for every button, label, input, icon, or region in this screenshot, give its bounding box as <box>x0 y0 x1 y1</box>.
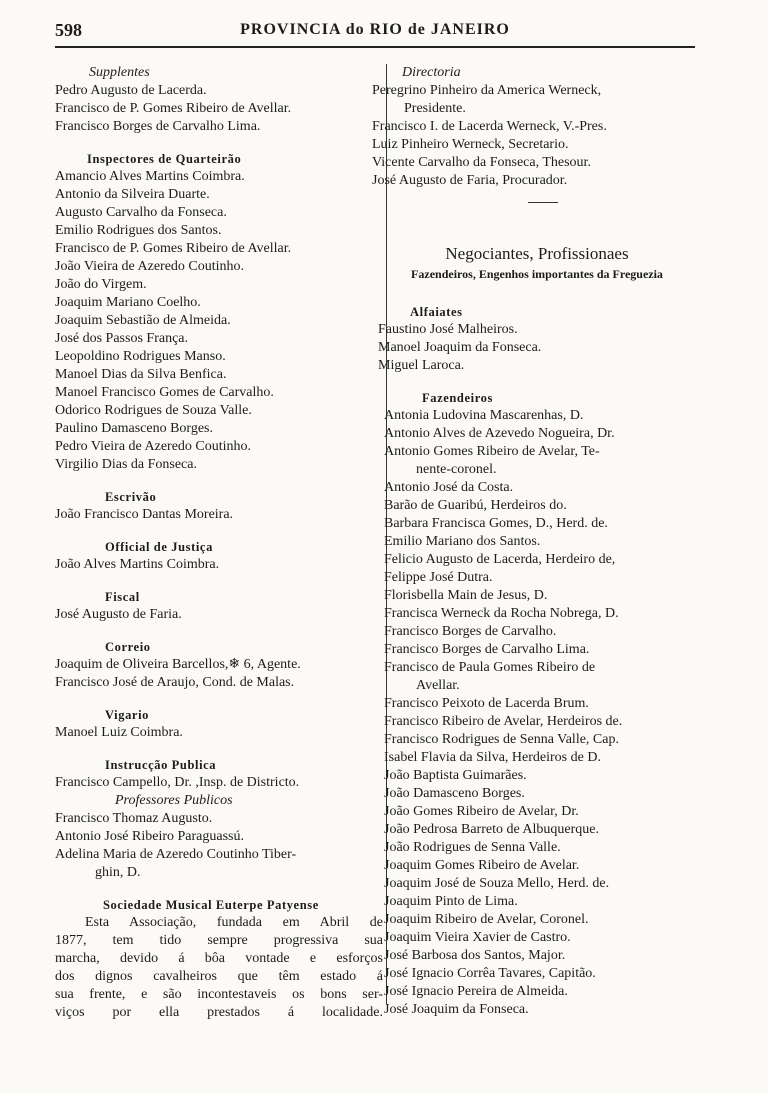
list-item: João Francisco Dantas Moreira. <box>55 507 234 522</box>
list-item: Francisco I. de Lacerda Werneck, V.-Pres. <box>372 119 607 134</box>
list-item: Antonio José da Costa. <box>384 480 514 495</box>
list-item: Joaquim de Oliveira Barcellos,❄ 6, Agente. <box>55 657 301 672</box>
list-item: Manoel Joaquim da Fonseca. <box>378 340 542 355</box>
list-item: Odorico Rodrigues de Souza Valle. <box>55 403 252 418</box>
list-item: José Augusto de Faria. <box>55 607 182 622</box>
section-title-alfaiates: Alfaiates <box>410 305 463 319</box>
section-divider <box>528 202 558 203</box>
list-item: José dos Passos França. <box>55 331 188 346</box>
list-item: João Vieira de Azeredo Coutinho. <box>55 259 245 274</box>
list-item: Florisbella Main de Jesus, D. <box>384 588 548 603</box>
list-item: Presidente. <box>404 101 466 116</box>
section-title-correio: Correio <box>105 640 151 654</box>
list-item: João Damasceno Borges. <box>384 786 525 801</box>
paragraph-line: sua frente, e são incontestaveis os bons ser- <box>55 987 383 1002</box>
list-item: Antonio da Silveira Duarte. <box>55 187 210 202</box>
list-item: Francisco de P. Gomes Ribeiro de Avellar. <box>55 241 292 256</box>
list-item: Adelina Maria de Azeredo Coutinho Tiber- <box>55 847 297 862</box>
page-number: 598 <box>55 20 82 40</box>
list-item: José Joaquim da Fonseca. <box>384 1002 529 1017</box>
header-rule <box>55 46 695 48</box>
section-title-escrivao: Escrivão <box>105 490 157 504</box>
list-item: Francisco Borges de Carvalho Lima. <box>55 119 261 134</box>
subsection-title-professores: Professores Publicos <box>115 793 233 808</box>
list-item: José Ignacio Corrêa Tavares, Capitão. <box>384 966 596 981</box>
right-column <box>372 64 702 1019</box>
list-item: João Rodrigues de Senna Valle. <box>384 840 561 855</box>
list-item: José Augusto de Faria, Procurador. <box>372 173 568 188</box>
list-item: Francisco Rodrigues de Senna Valle, Cap. <box>384 732 619 747</box>
section-title-sociedade: Sociedade Musical Euterpe Patyense <box>103 898 319 912</box>
list-item: Francisco de Paula Gomes Ribeiro de <box>384 660 596 675</box>
sociedade-paragraph <box>55 914 383 1022</box>
list-item: Joaquim José de Souza Mello, Herd. de. <box>384 876 610 891</box>
list-item: Francisca Werneck da Rocha Nobrega, D. <box>384 606 619 621</box>
list-item: Antonio Gomes Ribeiro de Avelar, Te- <box>384 444 600 459</box>
list-item: Vicente Carvalho da Fonseca, Thesour. <box>372 155 591 170</box>
paragraph-line: marcha, devido á bôa vontade e esforços <box>55 951 383 966</box>
list-item: João Baptista Guimarães. <box>384 768 527 783</box>
list-item: Manoel Dias da Silva Benfica. <box>55 367 227 382</box>
paragraph-line: dos dignos cavalheiros que têm estado á <box>55 969 383 984</box>
list-item: Virgilio Dias da Fonseca. <box>55 457 197 472</box>
list-item: Isabel Flavia da Silva, Herdeiros de D. <box>384 750 601 765</box>
list-item: João Pedrosa Barreto de Albuquerque. <box>384 822 599 837</box>
list-item: Joaquim Sebastião de Almeida. <box>55 313 231 328</box>
list-item: Joaquim Pinto de Lima. <box>384 894 518 909</box>
paragraph-line: 1877, tem tido sempre progressiva sua <box>55 933 383 948</box>
list-item: Pedro Augusto de Lacerda. <box>55 83 207 98</box>
list-item: Joaquim Vieira Xavier de Castro. <box>384 930 571 945</box>
list-item: Joaquim Mariano Coelho. <box>55 295 201 310</box>
list-item: Francisco Peixoto de Lacerda Brum. <box>384 696 589 711</box>
list-item: Augusto Carvalho da Fonseca. <box>55 205 227 220</box>
list-item: Francisco José de Araujo, Cond. de Malas. <box>55 675 295 690</box>
section-title-instrucao: Instrucção Publica <box>105 758 217 772</box>
list-item: Francisco de P. Gomes Ribeiro de Avellar. <box>55 101 292 116</box>
list-item: Manoel Luiz Coimbra. <box>55 725 183 740</box>
list-item: Francisco Borges de Carvalho Lima. <box>384 642 590 657</box>
section-title-official: Official de Justiça <box>105 540 213 554</box>
list-item: Barão de Guaribú, Herdeiros do. <box>384 498 567 513</box>
list-item: João Gomes Ribeiro de Avelar, Dr. <box>384 804 579 819</box>
list-item: João do Virgem. <box>55 277 147 292</box>
list-item: Antonio Alves de Azevedo Nogueira, Dr. <box>384 426 615 441</box>
paragraph-line: Esta Associação, fundada em Abril de <box>85 915 383 930</box>
left-column <box>55 64 383 1022</box>
list-item: Francisco Thomaz Augusto. <box>55 811 213 826</box>
section-title-supplentes: Supplentes <box>89 65 150 80</box>
section-title-directoria: Directoria <box>402 65 461 80</box>
list-item: José Barbosa dos Santos, Major. <box>384 948 566 963</box>
list-item: Leopoldino Rodrigues Manso. <box>55 349 226 364</box>
list-item: Luiz Pinheiro Werneck, Secretario. <box>372 137 569 152</box>
list-item: Antonia Ludovina Mascarenhas, D. <box>384 408 584 423</box>
list-item: Barbara Francisca Gomes, D., Herd. de. <box>384 516 608 531</box>
list-item: Felippe José Dutra. <box>384 570 493 585</box>
page-header <box>55 20 695 46</box>
paragraph-line: viços por ella prestados á localidade. <box>55 1005 383 1020</box>
list-item: Emilio Mariano dos Santos. <box>384 534 541 549</box>
subheading-fazendeiros-engenhos: Fazendeiros, Engenhos importantes da Freguezia <box>411 267 663 281</box>
list-item: Paulino Damasceno Borges. <box>55 421 213 436</box>
list-item: Joaquim Ribeiro de Avelar, Coronel. <box>384 912 589 927</box>
list-item: Felicio Augusto de Lacerda, Herdeiro de, <box>384 552 616 567</box>
heading-negociantes: Negociantes, Profissionaes <box>445 244 629 263</box>
section-title-fiscal: Fiscal <box>105 590 140 604</box>
running-title: PROVINCIA do RIO de JANEIRO <box>240 21 510 38</box>
list-item: ghin, D. <box>95 865 141 880</box>
section-title-vigario: Vigario <box>105 708 150 722</box>
section-title-fazendeiros: Fazendeiros <box>422 391 493 405</box>
list-item: Pedro Vieira de Azeredo Coutinho. <box>55 439 252 454</box>
list-item: Antonio José Ribeiro Paraguassú. <box>55 829 244 844</box>
list-item: nente-coronel. <box>416 462 497 477</box>
list-item: Manoel Francisco Gomes de Carvalho. <box>55 385 274 400</box>
section-title-inspectores: Inspectores de Quarteirão <box>87 152 242 166</box>
list-item: Faustino José Malheiros. <box>378 322 518 337</box>
list-item: José Ignacio Pereira de Almeida. <box>384 984 568 999</box>
list-item: Francisco Borges de Carvalho. <box>384 624 557 639</box>
list-item: João Alves Martins Coimbra. <box>55 557 220 572</box>
list-item: Peregrino Pinheiro da America Werneck, <box>372 83 602 98</box>
list-item: Francisco Campello, Dr. ,Insp. de Districto. <box>55 775 300 790</box>
list-item: Avellar. <box>416 678 460 693</box>
list-item: Francisco Ribeiro de Avelar, Herdeiros de. <box>384 714 623 729</box>
list-item: Miguel Laroca. <box>378 358 465 373</box>
list-item: Joaquim Gomes Ribeiro de Avelar. <box>384 858 580 873</box>
list-item: Amancio Alves Martins Coimbra. <box>55 169 245 184</box>
list-item: Emilio Rodrigues dos Santos. <box>55 223 222 238</box>
